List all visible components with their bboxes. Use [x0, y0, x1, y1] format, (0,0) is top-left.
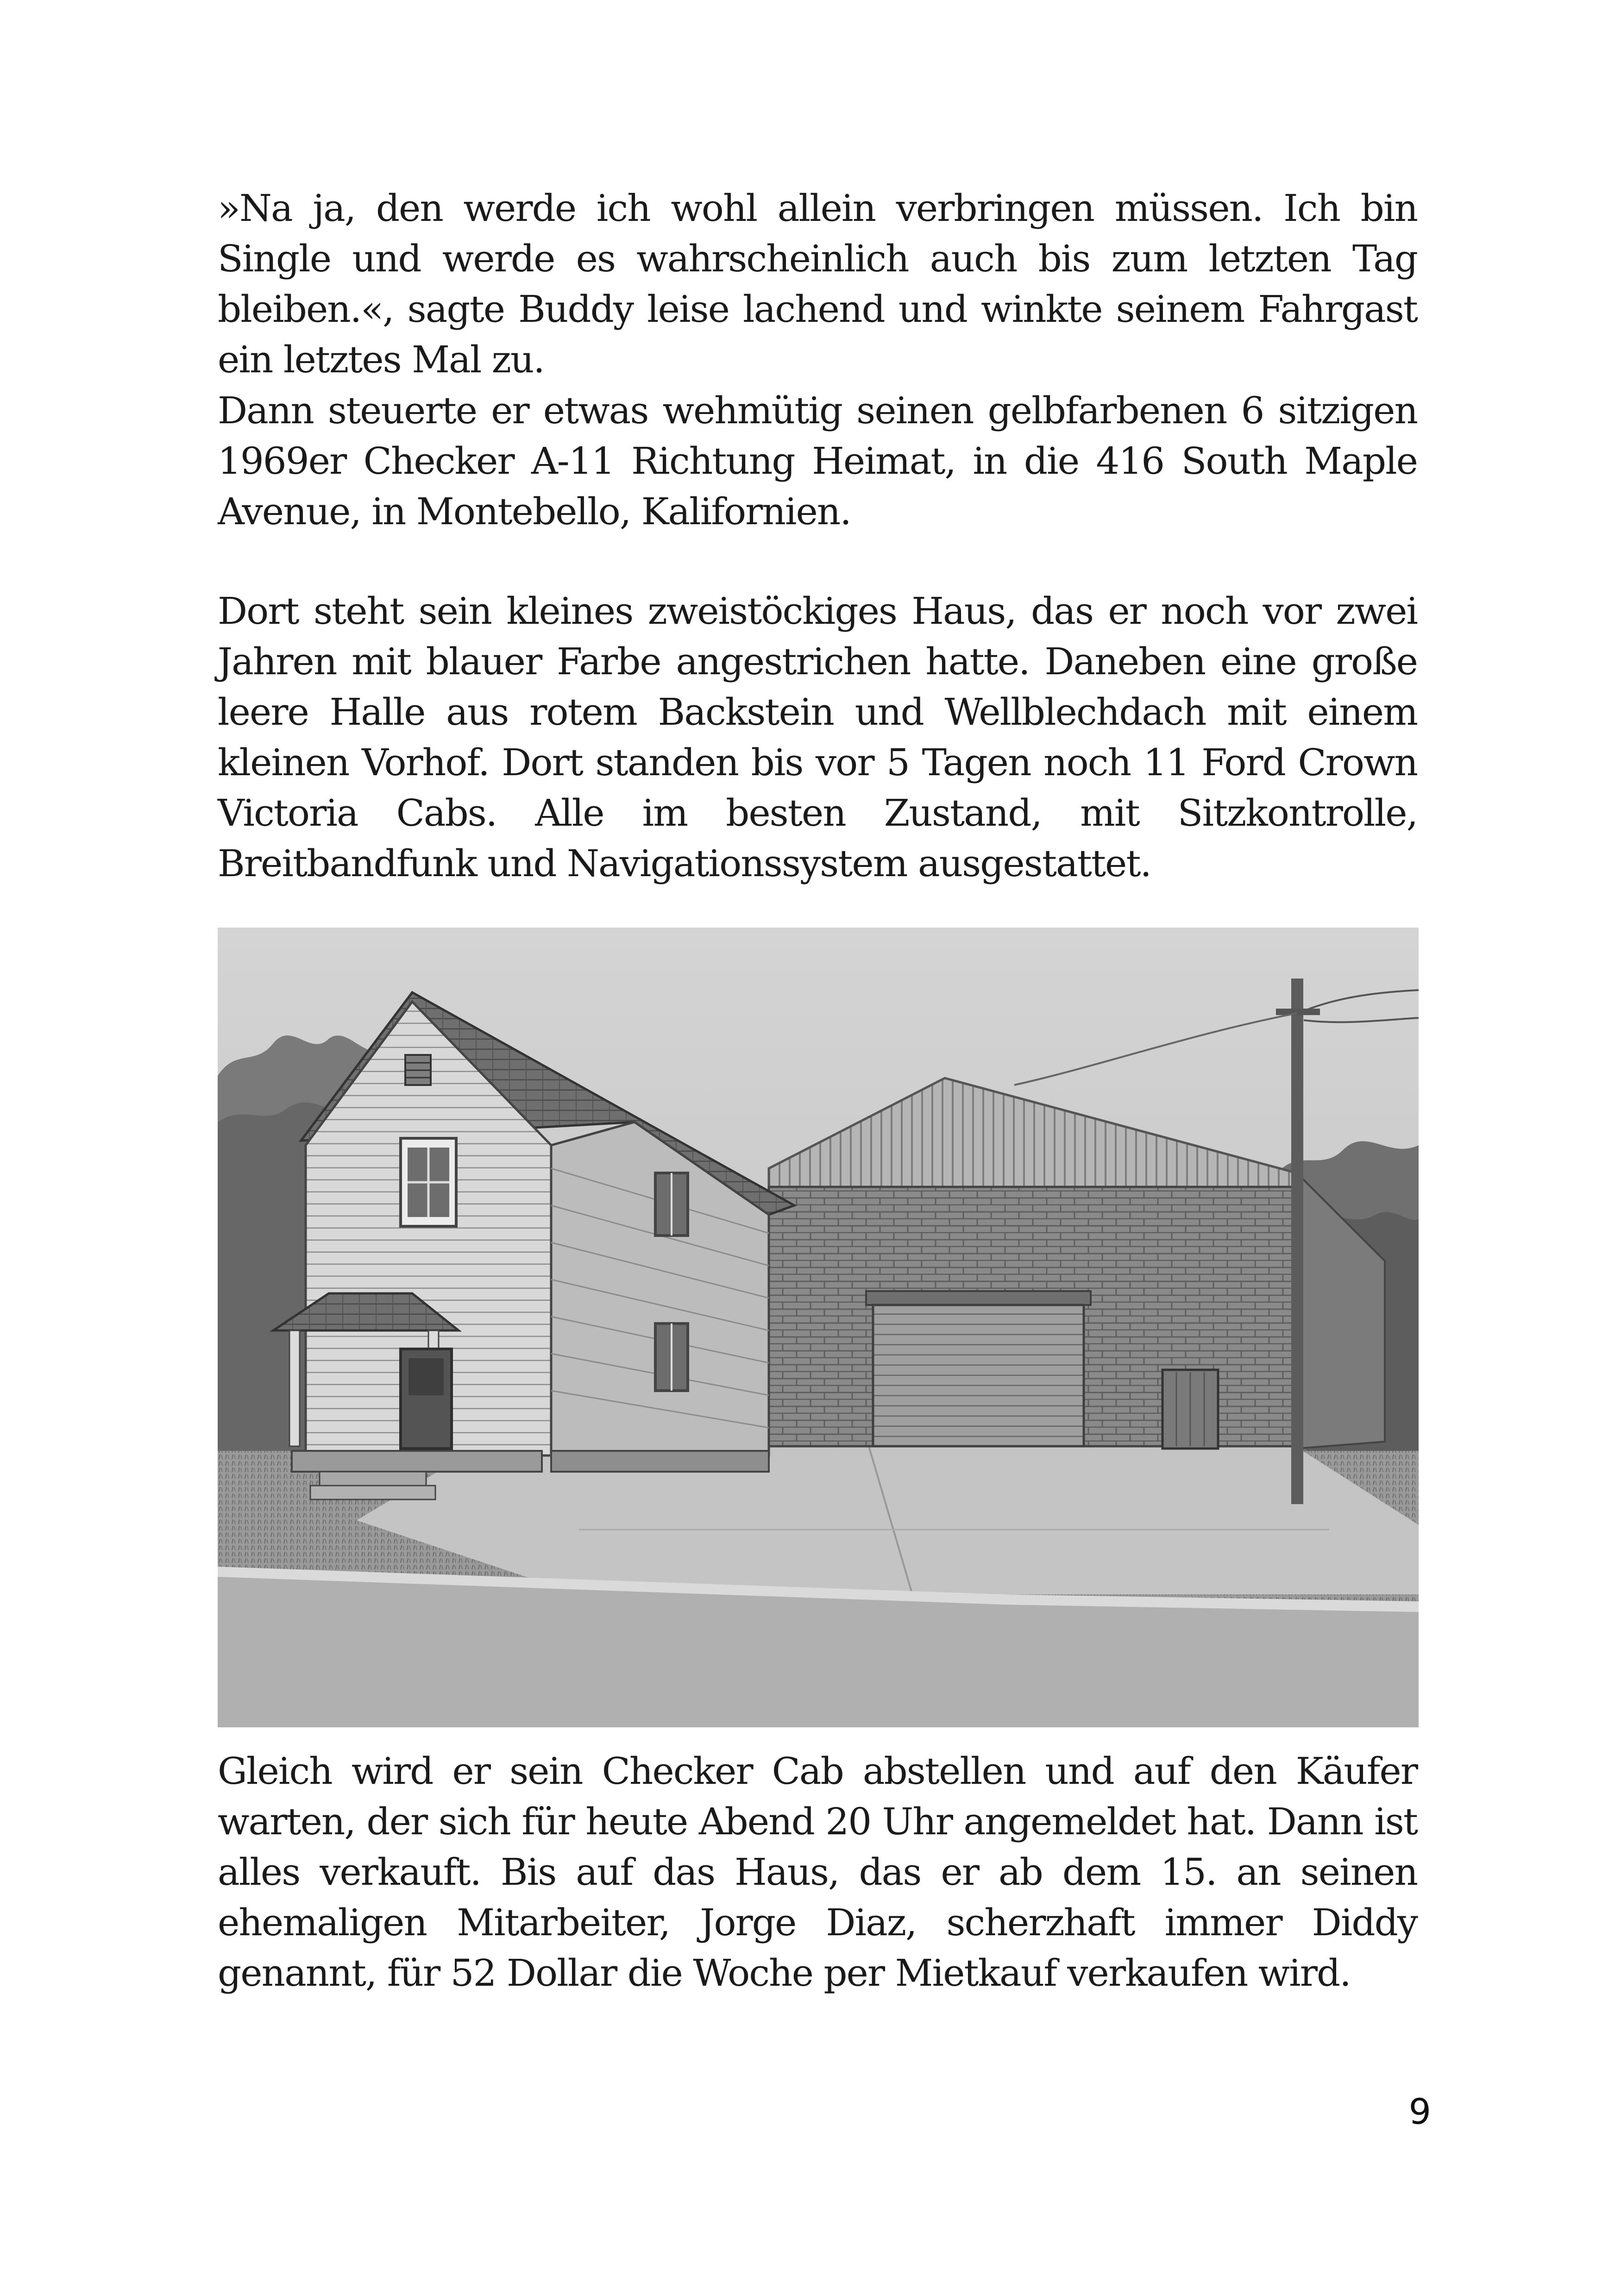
paragraph-3: Dort steht sein kleines zweistöckiges Haus, das er noch vor zwei Jahren mit blauer Farbe angestrichen hatte. Daneben eine große leere Halle aus rotem Backstein und Wellblechdach mit einem kleinen Vorhof. Dort standen bis vor 5 Tagen noch 11 Ford Crown Victoria Cabs. Alle im besten Zustand, mit Sitzkontrolle, Breitbandfunk und Navigationssystem ausgestattet.	[218, 590, 1417, 885]
house-and-garage-illustration	[218, 928, 1419, 1727]
paragraph-1: »Na ja, den werde ich wohl allein verbringen müssen. Ich bin Single und werde es wahrscheinlich auch bis zum letzten Tag bleiben.«, sagte Buddy leise lachend und winkte seinem Fahrgast ein letztes Mal zu.	[218, 187, 1417, 381]
paragraph-4: Gleich wird er sein Checker Cab abstellen und auf den Käufer warten, der sich für heute Abend 20 Uhr angemeldet hat. Dann ist alles verkauft. Bis auf das Haus, das er ab dem 15. an seinen ehemaligen Mitarbeiter, Jorge Diaz, scherzhaft immer Diddy genannt, für 52 Dollar die Woche per Mietkauf verkaufen wird.	[218, 1750, 1417, 1995]
paragraph-2: Dann steuerte er etwas wehmütig seinen gelbfarbenen 6 sitzigen 1969er Checker A-11 Richtung Heimat, in die 416 South Maple Avenue, in Montebello, Kalifornien.	[218, 389, 1417, 533]
page-number: 9	[1408, 2091, 1431, 2132]
